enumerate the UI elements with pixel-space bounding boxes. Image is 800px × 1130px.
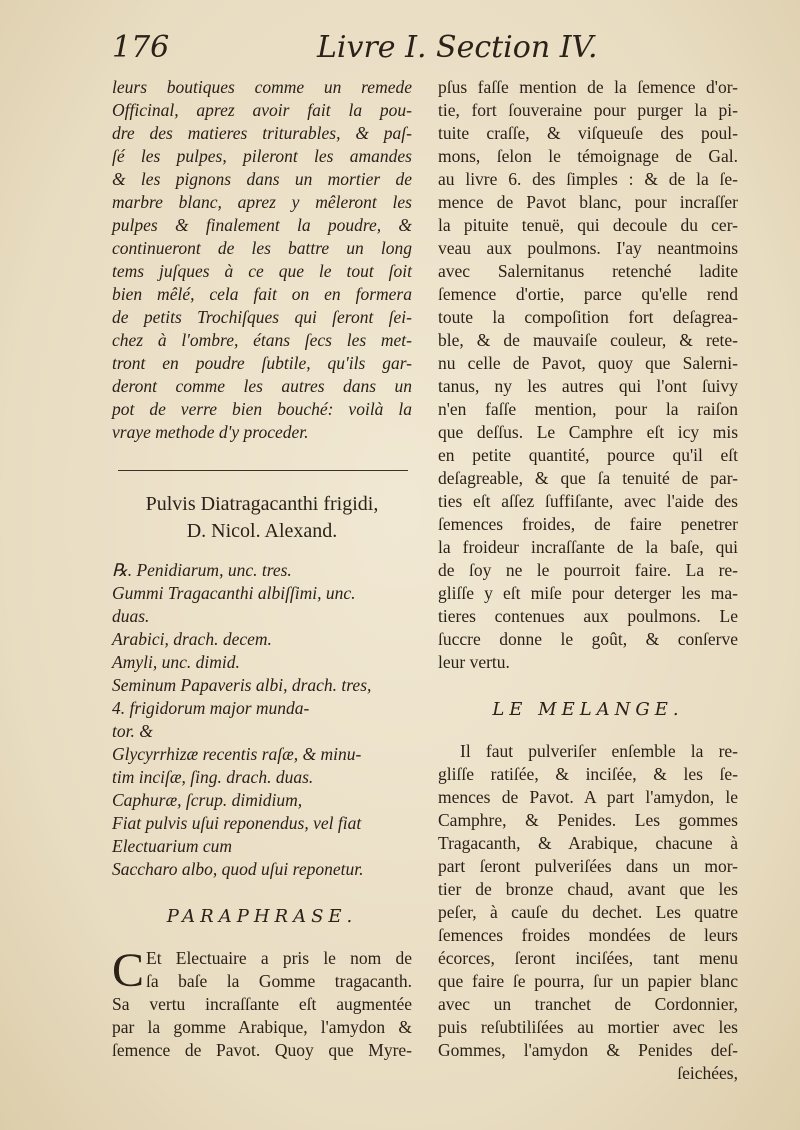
text-line: que deſſus. Le Camphre eſt icy mis [438, 422, 738, 442]
text-line: deront comme les autres dans un [112, 376, 412, 396]
recipe-title-line: Pulvis Diatragacanthi frigidi, [145, 493, 379, 515]
page-number: 176 [112, 30, 170, 65]
text-line: mences de Pavot. A part l'amydon, le [438, 787, 738, 807]
text-line: peſer, à cauſe du dechet. Les quatre [438, 902, 738, 922]
text-line: pſus faſſe mention de la ſemence d'or- [438, 77, 738, 97]
paraphrase-heading: PARAPHRASE. [166, 906, 358, 927]
text-line: n'en faſſe mention, pour la raiſon [438, 399, 738, 419]
drop-cap: C [112, 944, 145, 997]
text-line: tier de bronze chaud, avant que les [438, 879, 738, 899]
text-line: gliſſe ratiſée, & inciſée, & les ſe- [438, 764, 738, 784]
text-line: ſa baſe la Gomme tragacanth. [146, 971, 412, 991]
text-line: toute la compoſition fort deſagrea- [438, 307, 738, 327]
text-line: tems juſques à ce que le tout ſoit [112, 261, 412, 281]
text-line: que faire ſe pourra, ſur un papier blanc [438, 971, 738, 991]
text-line: Officinal, aprez avoir fait la pou- [112, 100, 412, 120]
text-line: bien mêlé, cela fait on en formera [112, 284, 412, 304]
melange-paragraph [438, 740, 738, 1085]
text-line: Sa vertu incraſſante eſt augmentée [112, 994, 412, 1014]
text-line: leur vertu. [438, 652, 510, 672]
recipe-formula [112, 559, 412, 881]
text-line: au livre 6. des ſimples : & de la ſe- [438, 169, 738, 189]
text-line: tront en poudre ſubtile, qu'ils gar- [112, 353, 412, 373]
section-divider [118, 470, 408, 471]
recipe-line: 4. frigidorum major munda- [112, 698, 310, 718]
text-line: dre des matieres triturables, & paſ- [112, 123, 412, 143]
text-line: vraye methode d'y proceder. [112, 422, 309, 442]
text-line: Camphre, & Penides. Les gommes [438, 810, 738, 830]
text-line: tuite craſſe, & viſqueuſe des poul- [438, 123, 738, 143]
text-line: & les pignons dans un mortier de [112, 169, 412, 189]
text-line: écorces, ſeront inciſées, tant menu [438, 948, 738, 968]
text-line: la pituite tenuë, qui decoule du cer- [438, 215, 738, 235]
recipe-line: Fiat pulvis uſui reponendus, vel fiat [112, 813, 362, 833]
text-line: part ſeront pulveriſées dans un mor- [438, 856, 738, 876]
recipe-line: Seminum Papaveris albi, drach. tres, [112, 675, 372, 695]
text-line: tie, fort ſouveraine pour purger la pi- [438, 100, 738, 120]
recipe-line: Electuarium cum [112, 836, 233, 856]
text-line: leurs boutiques comme un remede [112, 77, 412, 97]
text-line: ſuccre donne le goût, & conſerve [438, 629, 738, 649]
text-line: en petite quantité, pource qu'il eſt [438, 445, 738, 465]
text-line: avec un tranchet de Cordonnier, [438, 994, 738, 1014]
melange-heading: LE MELANGE. [492, 699, 684, 720]
text-line: pulpes & finalement la poudre, & [112, 215, 412, 235]
text-line: de petits Trochiſques qui ſeront ſei- [112, 307, 412, 327]
text-line: Et Electuaire a pris le nom de [146, 948, 412, 968]
recipe-title-line: D. Nicol. Alexand. [186, 520, 338, 542]
text-line: ſemence de Pavot. Quoy que Myre- [112, 1040, 412, 1060]
text-line: Tragacanth, & Arabique, chacune à [438, 833, 738, 853]
text-line: la froideur incraſſante de la baſe, qui [438, 537, 738, 557]
text-line: Il faut pulveriſer enſemble la re- [460, 741, 738, 761]
recipe-line: Arabici, drach. decem. [112, 629, 272, 649]
text-line: mence de Pavot blanc, pour incraſſer [438, 192, 738, 212]
text-line: avec Salernitanus retenché ladite [438, 261, 738, 281]
text-line: ſé les pulpes, pileront les amandes [112, 146, 412, 166]
text-line: nu celle de Pavot, quoy que Salerni- [438, 353, 738, 373]
text-line: tieres contenues aux poulmons. Le [438, 606, 738, 626]
text-line: ble, & de mauvaiſe couleur, & rete- [438, 330, 738, 350]
text-line: par la gomme Arabique, l'amydon & [112, 1017, 412, 1037]
text-line: gliſſe y eſt miſe pour deterger les ma- [438, 583, 738, 603]
text-line: continueront de les battre un long [112, 238, 412, 258]
recipe-line: ℞. Penidiarum, unc. tres. [112, 560, 292, 580]
paraphrase-paragraph [112, 944, 412, 1062]
recipe-line: tor. & [112, 721, 153, 741]
page-header [112, 30, 632, 76]
text-line: de ſoy ne le pourroit faire. La re- [438, 560, 738, 580]
recipe-line: Amyli, unc. dimid. [112, 652, 240, 672]
text-line: ties eſt aſſez ſuffiſante, avec l'aide des [438, 491, 738, 511]
running-head: Livre I. Section IV. [317, 30, 598, 65]
text-line: ſemences froides mondées de leurs [438, 925, 738, 945]
text-line: marbre blanc, aprez y mêleront les [112, 192, 412, 212]
recipe-line: Glycyrrhizæ recentis raſæ, & minu- [112, 744, 362, 764]
text-line: deſagreable, & que ſa tenuité de par- [438, 468, 738, 488]
text-line: veau aux poulmons. I'ay neantmoins [438, 238, 738, 258]
right-top-paragraph [438, 76, 738, 674]
text-line: pot de verre bien bouché: voilà la [112, 399, 412, 419]
text-line: ſeichées, [677, 1063, 738, 1083]
right-column [438, 76, 738, 1085]
text-line: Gommes, l'amydon & Penides deſ- [438, 1040, 738, 1060]
left-top-paragraph [112, 76, 412, 444]
text-line: ſemences froides, de faire penetrer [438, 514, 738, 534]
text-line: ſemence d'ortie, parce qu'elle rend [438, 284, 738, 304]
recipe-line: Caphuræ, ſcrup. dimidium, [112, 790, 303, 810]
recipe-line: tim inciſæ, ſing. drach. duas. [112, 767, 314, 787]
recipe-title [112, 491, 412, 545]
recipe-line: Gummi Tragacanthi albiſſimi, unc. [112, 583, 356, 603]
recipe-line: Saccharo albo, quod uſui reponetur. [112, 859, 364, 879]
text-line: chez à l'ombre, étans ſecs les met- [112, 330, 412, 350]
text-line: puis reſubtiliſées au mortier avec les [438, 1017, 738, 1037]
recipe-line: duas. [112, 606, 150, 626]
left-column [112, 76, 412, 1062]
text-line: mons, ſelon le témoignage de Gal. [438, 146, 738, 166]
text-line: tanus, ny les autres qui l'ont ſuivy [438, 376, 738, 396]
